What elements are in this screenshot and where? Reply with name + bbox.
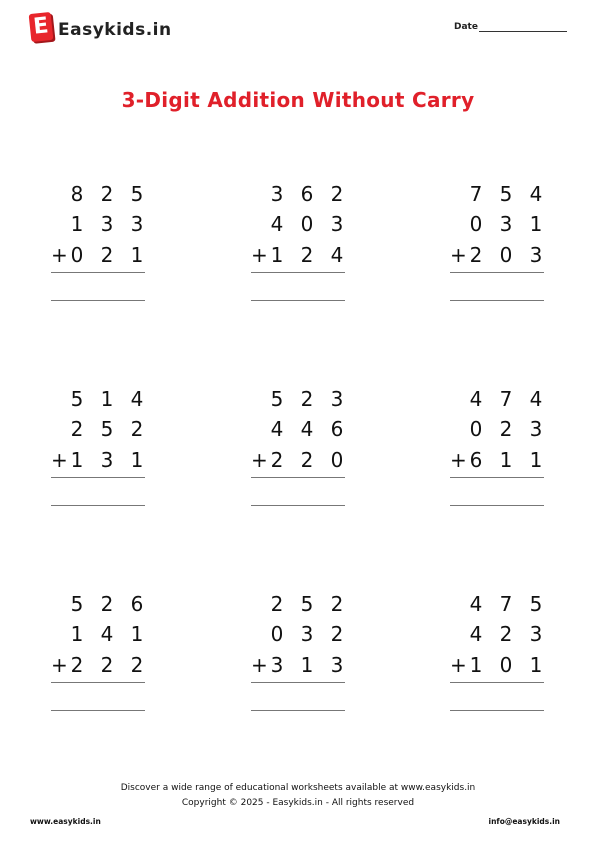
addend-1-row [51,387,147,411]
addend-1-row [450,182,546,206]
digit: 2 [70,653,84,677]
addend-2-row [251,212,347,236]
digit: 0 [70,243,84,267]
digit: 3 [529,417,543,441]
digit: 0 [499,243,513,267]
sum-divider-line [51,272,145,273]
digit: 4 [469,592,483,616]
addend-2-row [450,212,546,236]
digit: 1 [70,448,84,472]
problem-6 [450,387,546,527]
digit: 4 [270,212,284,236]
digit: 0 [300,212,314,236]
plus-sign: + [450,653,467,677]
addend-1-row [51,182,147,206]
digit: 2 [130,417,144,441]
addend-3-row [251,448,347,472]
answer-line[interactable] [51,505,145,506]
answer-line[interactable] [51,300,145,301]
digit: 4 [130,387,144,411]
digit: 6 [300,182,314,206]
plus-sign: + [251,243,268,267]
footer-website-link[interactable]: www.easykids.in [30,817,101,826]
addend-2-row [51,622,147,646]
digit: 1 [130,622,144,646]
plus-sign: + [450,448,467,472]
addend-2-row [450,622,546,646]
answer-line[interactable] [450,710,544,711]
digit: 4 [300,417,314,441]
digit: 4 [469,622,483,646]
digit: 0 [469,417,483,441]
digit: 6 [330,417,344,441]
addend-3-row [450,448,546,472]
digit: 5 [70,387,84,411]
digit: 2 [130,653,144,677]
digit: 2 [499,417,513,441]
digit: 2 [300,448,314,472]
digit: 4 [330,243,344,267]
digit: 5 [529,592,543,616]
plus-sign: + [251,448,268,472]
addend-3-row [450,653,546,677]
answer-line[interactable] [251,710,345,711]
sum-divider-line [51,682,145,683]
digit: 3 [130,212,144,236]
addend-3-row [51,448,147,472]
digit: 5 [270,387,284,411]
easykids-logo-icon: E [29,12,54,42]
addend-1-row [251,182,347,206]
digit: 5 [300,592,314,616]
digit: 1 [529,653,543,677]
addend-1-row [450,387,546,411]
answer-line[interactable] [251,505,345,506]
sum-divider-line [51,477,145,478]
footer-email-link[interactable]: info@easykids.in [488,817,560,826]
footer-promo-text: Discover a wide range of educational worksheets available at www.easykids.in [120,783,476,793]
date-label: Date [454,22,478,32]
digit: 1 [70,622,84,646]
addend-2-row [251,417,347,441]
plus-sign: + [51,653,68,677]
worksheet-title: 3-Digit Addition Without Carry [121,88,475,112]
digit: 5 [70,592,84,616]
digit: 2 [499,622,513,646]
digit: 1 [130,448,144,472]
plus-sign: + [51,448,68,472]
sum-divider-line [450,682,544,683]
digit: 3 [499,212,513,236]
addend-2-row [450,417,546,441]
digit: 2 [100,653,114,677]
digit: 2 [100,592,114,616]
addend-3-row [251,653,347,677]
digit: 3 [330,653,344,677]
sum-divider-line [251,682,345,683]
digit: 1 [130,243,144,267]
digit: 5 [100,417,114,441]
digit: 2 [300,387,314,411]
digit: 3 [270,182,284,206]
digit: 7 [499,592,513,616]
addend-2-row [51,212,147,236]
problem-4 [51,387,147,527]
digit: 4 [469,387,483,411]
sum-divider-line [450,477,544,478]
problem-9 [450,592,546,732]
digit: 4 [529,182,543,206]
addend-1-row [251,592,347,616]
digit: 8 [70,182,84,206]
sum-divider-line [450,272,544,273]
logo-text: Easykids.in [58,20,172,40]
digit: 2 [100,243,114,267]
digit: 1 [529,448,543,472]
plus-sign: + [251,653,268,677]
digit: 5 [130,182,144,206]
digit: 7 [469,182,483,206]
addend-1-row [251,387,347,411]
problem-8 [251,592,347,732]
digit: 3 [529,622,543,646]
digit: 4 [529,387,543,411]
digit: 3 [300,622,314,646]
problem-3 [450,182,546,322]
addend-3-row [51,243,147,267]
digit: 0 [469,212,483,236]
plus-sign: + [450,243,467,267]
digit: 2 [270,448,284,472]
addend-3-row [51,653,147,677]
digit: 2 [70,417,84,441]
problem-2 [251,182,347,322]
digit: 1 [529,212,543,236]
digit: 3 [100,448,114,472]
digit: 0 [499,653,513,677]
digit: 4 [100,622,114,646]
problem-5 [251,387,347,527]
digit: 2 [330,182,344,206]
digit: 3 [330,212,344,236]
digit: 2 [300,243,314,267]
digit: 3 [529,243,543,267]
addend-2-row [51,417,147,441]
digit: 1 [70,212,84,236]
digit: 2 [469,243,483,267]
digit: 3 [330,387,344,411]
digit: 1 [469,653,483,677]
plus-sign: + [51,243,68,267]
problem-1 [51,182,147,322]
addend-2-row [251,622,347,646]
digit: 0 [270,622,284,646]
digit: 1 [300,653,314,677]
answer-line[interactable] [450,505,544,506]
sum-divider-line [251,477,345,478]
digit: 3 [100,212,114,236]
digit: 1 [270,243,284,267]
digit: 3 [270,653,284,677]
digit: 1 [499,448,513,472]
digit: 0 [330,448,344,472]
answer-line[interactable] [450,300,544,301]
digit: 6 [469,448,483,472]
addend-1-row [51,592,147,616]
footer-copyright: Copyright © 2025 - Easykids.in - All rights reserved [181,798,415,808]
digit: 2 [330,622,344,646]
answer-line[interactable] [251,300,345,301]
addend-3-row [450,243,546,267]
answer-line[interactable] [51,710,145,711]
digit: 7 [499,387,513,411]
digit: 1 [100,387,114,411]
digit: 4 [270,417,284,441]
digit: 2 [270,592,284,616]
sum-divider-line [251,272,345,273]
addend-1-row [450,592,546,616]
digit: 6 [130,592,144,616]
addend-3-row [251,243,347,267]
problem-7 [51,592,147,732]
digit: 2 [100,182,114,206]
digit: 5 [499,182,513,206]
digit: 2 [330,592,344,616]
